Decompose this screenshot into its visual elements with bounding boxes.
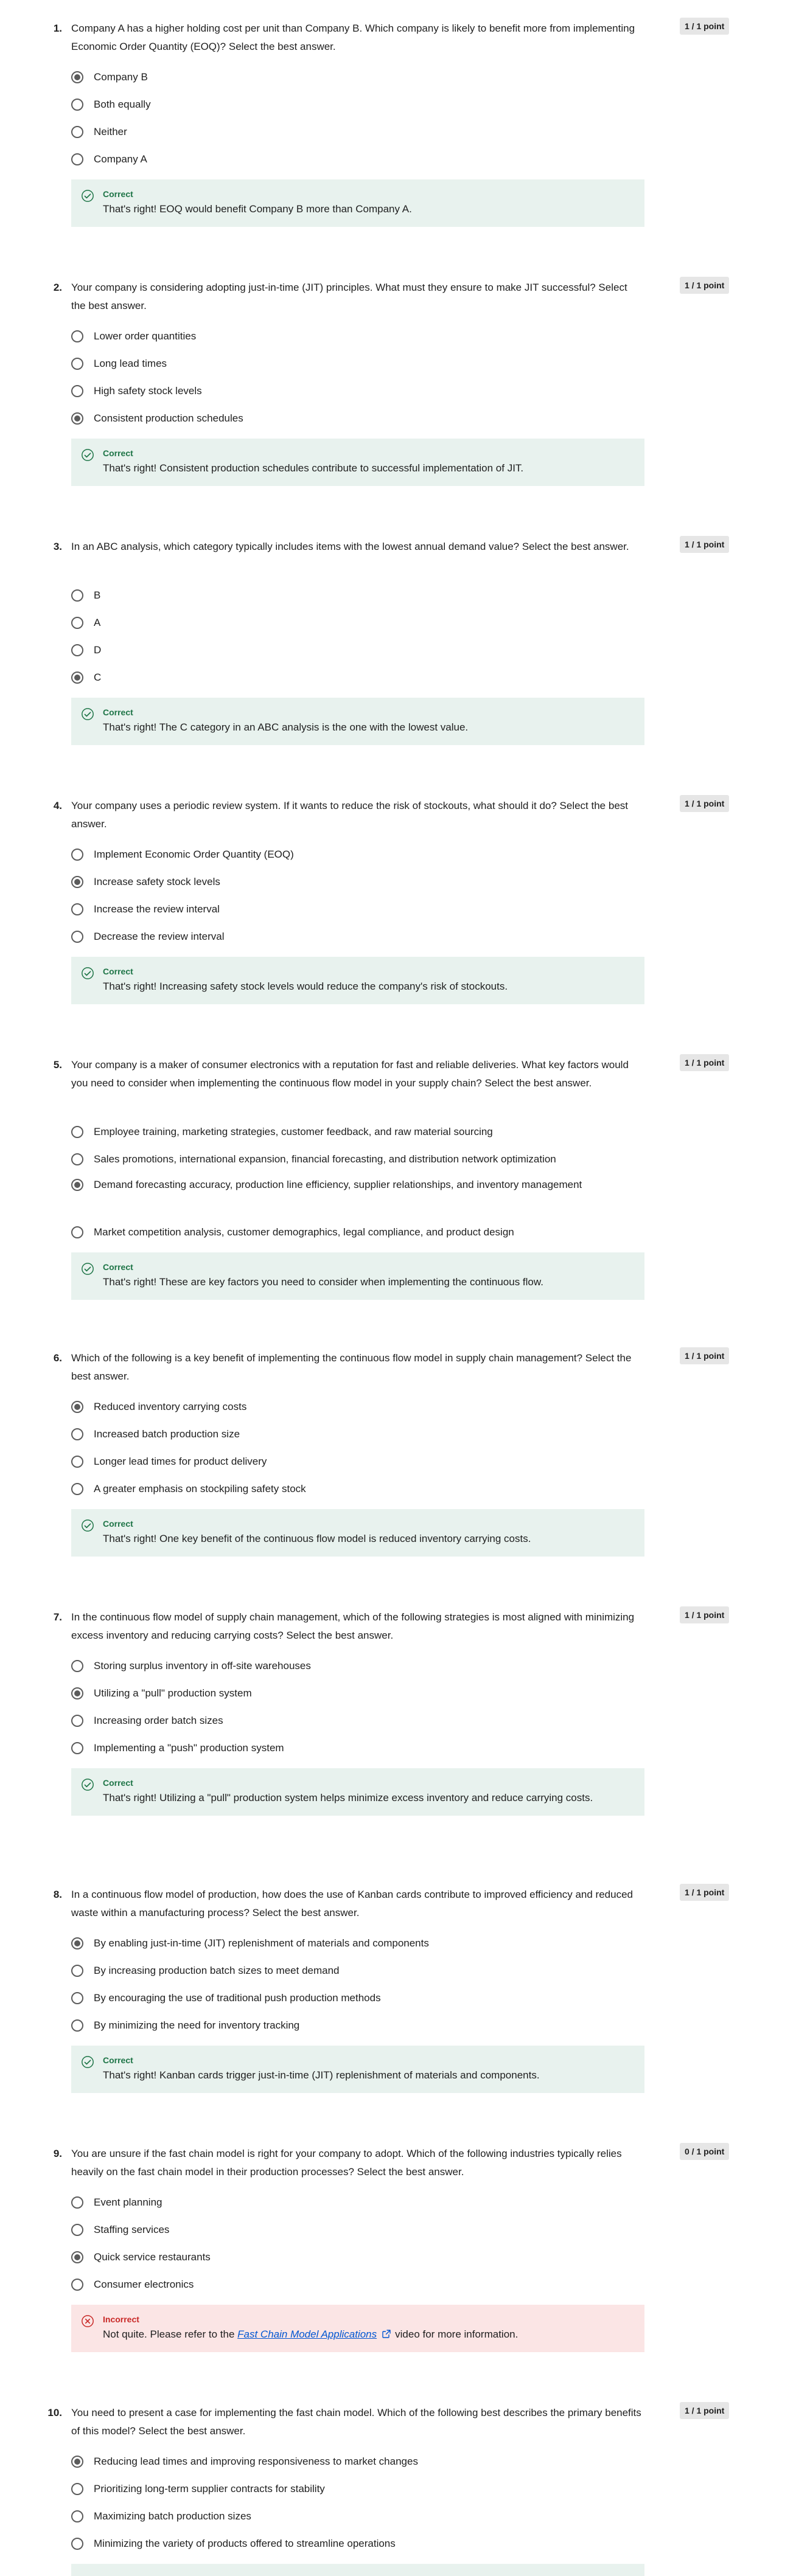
option-label: By minimizing the need for inventory tracking	[94, 2019, 300, 2031]
option-label: Neither	[94, 126, 127, 137]
option[interactable]	[71, 1707, 643, 1734]
radio-unchecked[interactable]	[71, 2279, 83, 2291]
option[interactable]	[71, 923, 643, 950]
option[interactable]	[71, 2271, 643, 2298]
feedback-message: That's right! One key benefit of the continuous flow model is reduced inventory carrying costs.	[103, 1533, 531, 1544]
option[interactable]	[71, 1176, 643, 1194]
radio-unchecked[interactable]	[71, 2196, 83, 2209]
option-label: Storing surplus inventory in off-site warehouses	[94, 1660, 311, 1672]
feedback-correct	[71, 1768, 644, 1816]
question-text: You need to present a case for implementing the fast chain model. Which of the following best describes the primary benefits of this model? Select the best answer.	[71, 2407, 641, 2437]
feedback-status: Correct	[103, 1778, 133, 1788]
option-label: Demand forecasting accuracy, production line efficiency, supplier relationships, and inventory management	[94, 1179, 582, 1190]
option-label: A greater emphasis on stockpiling safety stock	[94, 1483, 306, 1495]
option-label: Long lead times	[94, 358, 167, 369]
feedback-status: Incorrect	[103, 2314, 139, 2324]
option[interactable]	[71, 637, 643, 664]
option-label: Increased batch production size	[94, 1428, 240, 1440]
check-circle-icon	[81, 448, 94, 462]
question-number: 1.	[53, 23, 62, 34]
option[interactable]	[71, 2503, 643, 2530]
question-text: Company A has a higher holding cost per unit than Company B. Which company is likely to benefit more from implementing Economic Order Quantity (EOQ)? Select the best answer.	[71, 23, 635, 52]
radio-unchecked[interactable]	[71, 849, 83, 861]
fast-chain-video-link[interactable]: Fast Chain Model Applications	[237, 2328, 377, 2340]
external-link-icon[interactable]	[382, 2329, 391, 2339]
option-label: Prioritizing long-term supplier contracts for stability	[94, 2483, 325, 2494]
radio-unchecked[interactable]	[71, 1483, 83, 1495]
question-number: 3.	[53, 541, 62, 552]
option[interactable]	[71, 1119, 643, 1145]
feedback-message: That's right! EOQ would benefit Company B more than Company A.	[103, 203, 412, 215]
option-label: Implement Economic Order Quantity (EOQ)	[94, 849, 294, 860]
option[interactable]	[71, 119, 643, 145]
option[interactable]	[71, 582, 643, 609]
option[interactable]	[71, 1680, 643, 1707]
radio-unchecked[interactable]	[71, 126, 83, 138]
option[interactable]	[71, 869, 643, 895]
radio-unchecked[interactable]	[71, 99, 83, 111]
radio-checked[interactable]	[71, 876, 83, 888]
radio-unchecked[interactable]	[71, 1715, 83, 1727]
option[interactable]	[71, 2530, 643, 2557]
option-label: Lower order quantities	[94, 330, 197, 342]
feedback-correct	[71, 1252, 644, 1300]
radio-checked[interactable]	[71, 71, 83, 83]
option-label: B	[94, 589, 101, 601]
radio-unchecked[interactable]	[71, 903, 83, 915]
check-circle-icon	[81, 2055, 94, 2069]
feedback-message: That's right! These are key factors you need to consider when implementing the continuous flow.	[103, 1276, 543, 1288]
points-badge: 1 / 1 point	[680, 1606, 729, 1623]
check-circle-icon	[81, 1519, 94, 1532]
radio-checked[interactable]	[71, 1179, 83, 1191]
question-text: In a continuous flow model of production, how does the use of Kanban cards contribute to improved efficiency and reduced waste within a manufacturing process? Select the best answer.	[71, 1889, 633, 1918]
radio-unchecked[interactable]	[71, 385, 83, 397]
option-label: Both equally	[94, 99, 151, 110]
option[interactable]	[71, 1146, 643, 1173]
option-label: Increasing order batch sizes	[94, 1715, 223, 1726]
feedback-status: Correct	[103, 967, 133, 976]
option[interactable]	[71, 2012, 643, 2039]
question-number: 8.	[53, 1889, 62, 1900]
radio-unchecked[interactable]	[71, 2019, 83, 2032]
option[interactable]	[71, 378, 643, 404]
option-label: Minimizing the variety of products offered to streamline operations	[94, 2538, 396, 2549]
feedback-message: That's right! Consistent production schedules contribute to successful implementation of JIT.	[103, 462, 524, 474]
option[interactable]	[71, 323, 643, 350]
question-number: 10.	[47, 2407, 62, 2418]
feedback-correct	[71, 179, 644, 227]
check-circle-icon	[81, 1778, 94, 1791]
feedback-text-before: Not quite. Please refer to the	[103, 2328, 235, 2340]
points-badge: 1 / 1 point	[680, 1347, 729, 1364]
option-label: High safety stock levels	[94, 385, 202, 397]
option-label: Market competition analysis, customer demographics, legal compliance, and product design	[94, 1226, 514, 1238]
check-circle-icon	[81, 967, 94, 980]
question-number: 5.	[53, 1059, 62, 1071]
question-text: Which of the following is a key benefit of implementing the continuous flow model in supply chain management? Select the best answer.	[71, 1352, 632, 1382]
option[interactable]	[71, 1219, 643, 1246]
radio-unchecked[interactable]	[71, 330, 83, 342]
option[interactable]	[71, 91, 643, 118]
option[interactable]	[71, 2217, 643, 2243]
radio-checked[interactable]	[71, 412, 83, 425]
question-number: 4.	[53, 800, 62, 811]
radio-checked[interactable]	[71, 1401, 83, 1413]
question-text: Your company is a maker of consumer electronics with a reputation for fast and reliable deliveries. What key factors would you need to consider when implementing the continuous flow model in your supply chain? Select the best answer.	[71, 1059, 629, 1089]
radio-unchecked[interactable]	[71, 2224, 83, 2236]
feedback-message: That's right! Increasing safety stock levels would reduce the company's risk of stockouts.	[103, 981, 508, 992]
radio-unchecked[interactable]	[71, 153, 83, 165]
option[interactable]	[71, 1735, 643, 1762]
feedback-correct	[71, 439, 644, 486]
feedback-correct	[71, 698, 644, 745]
option[interactable]	[71, 1448, 643, 1475]
option-label: Company B	[94, 71, 148, 83]
option-label: Reducing lead times and improving responsiveness to market changes	[94, 2456, 418, 2467]
points-badge: 0 / 1 point	[680, 2143, 729, 2160]
option-label: Event planning	[94, 2196, 162, 2208]
option-label: Sales promotions, international expansion, financial forecasting, and distribution network optimization	[94, 1153, 556, 1165]
option[interactable]	[71, 896, 643, 923]
radio-unchecked[interactable]	[71, 589, 83, 602]
option-label: Increase the review interval	[94, 903, 220, 915]
option-label: D	[94, 644, 102, 656]
option-label: Consumer electronics	[94, 2279, 194, 2290]
check-circle-icon	[81, 1262, 94, 1276]
option[interactable]	[71, 2448, 643, 2475]
option[interactable]	[71, 2476, 643, 2502]
question-text: Your company uses a periodic review system. If it wants to reduce the risk of stockouts, what should it do? Select the best answer.	[71, 800, 628, 830]
points-badge: 1 / 1 point	[680, 1054, 729, 1071]
option-label: A	[94, 617, 101, 628]
feedback-status: Correct	[103, 1519, 133, 1529]
feedback-correct-partial	[71, 2564, 644, 2576]
option-label: By increasing production batch sizes to meet demand	[94, 1965, 340, 1976]
option-label: Maximizing batch production sizes	[94, 2510, 251, 2522]
question-text: Your company is considering adopting just-in-time (JIT) principles. What must they ensure to make JIT successful? Select the best answer.	[71, 282, 627, 311]
feedback-correct	[71, 1509, 644, 1557]
points-badge: 1 / 1 point	[680, 795, 729, 812]
points-badge: 1 / 1 point	[680, 536, 729, 553]
feedback-correct	[71, 2046, 644, 2093]
check-circle-icon	[81, 189, 94, 203]
option[interactable]	[71, 405, 643, 432]
radio-unchecked[interactable]	[71, 358, 83, 370]
option-label: Reduced inventory carrying costs	[94, 1401, 247, 1412]
option[interactable]	[71, 1930, 643, 1957]
option-label: Implementing a "push" production system	[94, 1742, 284, 1754]
radio-unchecked[interactable]	[71, 2483, 83, 2495]
option[interactable]	[71, 64, 643, 91]
option[interactable]	[71, 1653, 643, 1679]
radio-unchecked[interactable]	[71, 644, 83, 656]
radio-unchecked[interactable]	[71, 1992, 83, 2004]
question-number: 6.	[53, 1352, 62, 1364]
option[interactable]	[71, 146, 643, 173]
feedback-text-after: video for more information.	[395, 2328, 518, 2340]
feedback-status: Correct	[103, 2055, 133, 2065]
option-label: Staffing services	[94, 2224, 170, 2235]
option-label: Utilizing a "pull" production system	[94, 1687, 252, 1699]
radio-unchecked[interactable]	[71, 2510, 83, 2522]
radio-checked[interactable]	[71, 1937, 83, 1949]
feedback-message: That's right! The C category in an ABC analysis is the one with the lowest value.	[103, 721, 469, 733]
option-label: Company A	[94, 153, 147, 165]
question-text: In the continuous flow model of supply chain management, which of the following strategies is most aligned with minimizing excess inventory and reducing carrying costs? Select the best answer.	[71, 1611, 635, 1641]
radio-unchecked[interactable]	[71, 1456, 83, 1468]
option[interactable]	[71, 1957, 643, 1984]
radio-unchecked[interactable]	[71, 1660, 83, 1672]
feedback-status: Correct	[103, 189, 133, 199]
feedback-message	[103, 2325, 632, 2344]
option[interactable]	[71, 841, 643, 868]
radio-checked[interactable]	[71, 672, 83, 684]
option[interactable]	[71, 609, 643, 636]
feedback-correct	[71, 957, 644, 1004]
option-label: C	[94, 672, 102, 683]
check-circle-icon	[81, 707, 94, 721]
question-text: You are unsure if the fast chain model is right for your company to adopt. Which of the following industries typically relies heavily on the fast chain model in their production processes? Select the best answer.	[71, 2148, 622, 2178]
option-label: Consistent production schedules	[94, 412, 243, 424]
x-circle-icon	[81, 2314, 94, 2328]
feedback-message: That's right! Utilizing a "pull" production system helps minimize excess inventory and reduce carrying costs.	[103, 1792, 593, 1804]
points-badge: 1 / 1 point	[680, 277, 729, 294]
points-badge: 1 / 1 point	[680, 2402, 729, 2419]
option-label: Increase safety stock levels	[94, 876, 220, 887]
points-badge: 1 / 1 point	[680, 1884, 729, 1901]
radio-unchecked[interactable]	[71, 1965, 83, 1977]
question-number: 2.	[53, 282, 62, 293]
option[interactable]	[71, 664, 643, 691]
radio-checked[interactable]	[71, 2251, 83, 2263]
option-label: Decrease the review interval	[94, 931, 225, 942]
radio-checked[interactable]	[71, 1687, 83, 1699]
option[interactable]	[71, 1421, 643, 1448]
points-badge: 1 / 1 point	[680, 18, 729, 35]
option[interactable]	[71, 1476, 643, 1502]
question-text: In an ABC analysis, which category typically includes items with the lowest annual demand value? Select the best answer.	[71, 541, 629, 552]
radio-unchecked[interactable]	[71, 1428, 83, 1440]
option[interactable]	[71, 1985, 643, 2012]
radio-unchecked[interactable]	[71, 1153, 83, 1165]
feedback-message: That's right! Kanban cards trigger just-in-time (JIT) replenishment of materials and components.	[103, 2069, 540, 2081]
option-label: Longer lead times for product delivery	[94, 1456, 267, 1467]
option[interactable]	[71, 1394, 643, 1420]
question-number: 9.	[53, 2148, 62, 2159]
option-label: By encouraging the use of traditional push production methods	[94, 1992, 381, 2004]
radio-checked[interactable]	[71, 2456, 83, 2468]
radio-unchecked[interactable]	[71, 1226, 83, 1238]
radio-unchecked[interactable]	[71, 2538, 83, 2550]
feedback-status: Correct	[103, 448, 133, 458]
question-number: 7.	[53, 1611, 62, 1623]
radio-unchecked[interactable]	[71, 931, 83, 943]
radio-unchecked[interactable]	[71, 1742, 83, 1754]
feedback-status: Correct	[103, 1262, 133, 1272]
feedback-status: Correct	[103, 707, 133, 717]
option[interactable]	[71, 350, 643, 377]
option[interactable]	[71, 2189, 643, 2216]
option-label: Quick service restaurants	[94, 2251, 211, 2263]
option-label: By enabling just-in-time (JIT) replenishment of materials and components	[94, 1937, 429, 1949]
option[interactable]	[71, 2244, 643, 2271]
radio-unchecked[interactable]	[71, 1126, 83, 1138]
radio-unchecked[interactable]	[71, 617, 83, 629]
option-label: Employee training, marketing strategies, customer feedback, and raw material sourcing	[94, 1126, 493, 1137]
feedback-incorrect	[71, 2305, 644, 2352]
